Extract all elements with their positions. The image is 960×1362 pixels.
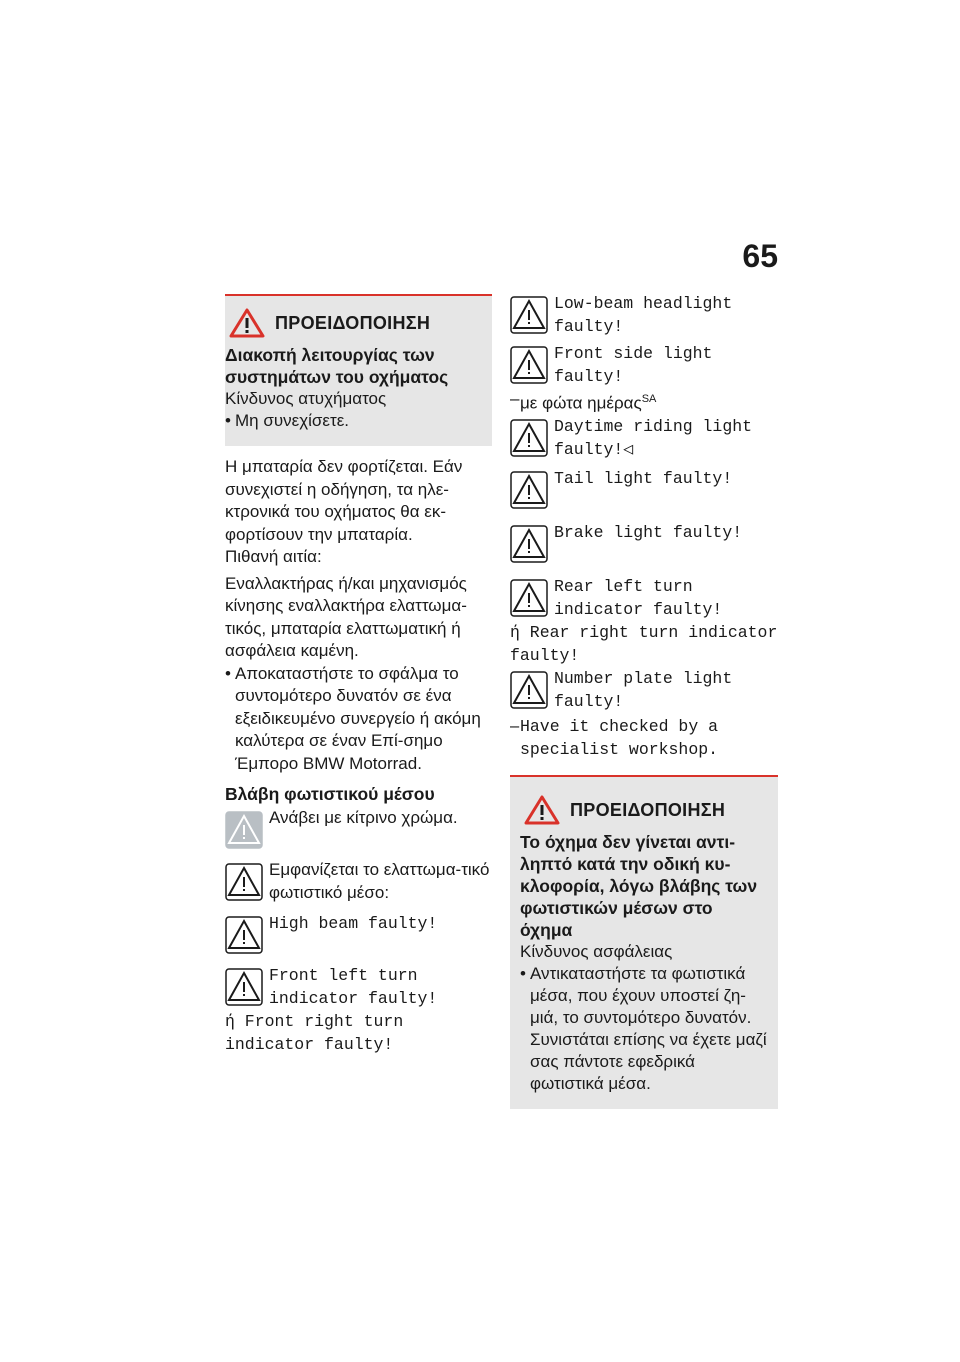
warning-display-icon — [510, 346, 548, 384]
msg-front-left: Front left turn indicator faulty! — [225, 964, 492, 1010]
warning-bold-text: Διακοπή λειτουργίας των συστημάτων του οχήματος — [225, 345, 449, 387]
warning-box-battery — [225, 294, 492, 446]
warning-triangle-icon — [524, 795, 560, 825]
sa-mark: SA — [641, 393, 657, 405]
warning-action: • Μη συνεχίσετε. — [225, 411, 349, 430]
msg-front-side: Front side light faulty! — [510, 342, 778, 388]
msg-tail: Tail light faulty! — [510, 467, 778, 509]
warning-display-icon — [225, 863, 263, 901]
page-number: 65 — [742, 238, 778, 274]
battery-paragraph: Η μπαταρία δεν φορτίζεται. Εάν συνεχιστεί η οδήγηση, τα ηλε-κτρονικά του οχήματος θα εκ-φορτίσουν την μπαταρία. — [225, 457, 463, 544]
cause-text: Εναλλακτήρας ή/και μηχανισμός κίνησης εναλλακτήρα ελαττωμα-τικός, μπαταρία ελαττωματική ή ασφάλεια καμένη. — [225, 573, 467, 660]
warning-risk: Κίνδυνος ατυχήματος — [225, 389, 387, 408]
msg-high-beam: High beam faulty! — [225, 912, 492, 954]
msg-rear-right: ή Rear right turn indicator faulty! — [510, 623, 778, 666]
warning-display-icon — [510, 419, 548, 457]
msg-brake: Brake light faulty! — [510, 521, 778, 563]
warning-display-icon — [510, 296, 548, 334]
warning-box-lights — [510, 775, 778, 1109]
right-column — [510, 292, 778, 1109]
warning-display-icon — [225, 968, 263, 1006]
warning-bold-text: Το όχημα δεν γίνεται αντι-ληπτό κατά την οδική κυ-κλοφορία, λόγω βλάβης των φωτιστικών μέσων στο όχημα — [520, 832, 758, 941]
have-checked-text: – Have it checked by a specialist workshop. — [510, 717, 719, 760]
msg-front-right: ή Front right turn indicator faulty! — [225, 1012, 404, 1054]
display-indicator-row: Εμφανίζεται το ελαττωμα-τικό φωτιστικό μέσο: — [225, 859, 492, 904]
lamp-failure-heading: Βλάβη φωτιστικού μέσου — [225, 784, 435, 804]
left-column — [225, 294, 492, 1056]
warning-display-icon — [510, 471, 548, 509]
drl-condition: – με φώτα ημέρας$^{SA}$ — [510, 389, 657, 413]
warning-risk: Κίνδυνος ασφάλειας — [520, 942, 673, 962]
cause-label: Πιθανή αιτία: — [225, 547, 322, 566]
warning-display-icon — [225, 916, 263, 954]
warning-display-icon — [510, 525, 548, 563]
warning-triangle-icon — [229, 308, 265, 338]
warning-display-icon — [510, 671, 548, 709]
msg-plate: Number plate light faulty! — [510, 667, 778, 713]
yellow-indicator-row: Ανάβει με κίτρινο χρώμα. — [225, 807, 492, 849]
warning-action: • Αντικαταστήστε τα φωτιστικά μέσα, που έχουν υποστεί ζη-μιά, το συντομότερο δυνατόν. Συνιστάται επίσης να έχετε μαζί σας πάντοτε εφεδρικά φωτιστικά μέσα. — [520, 964, 767, 1094]
msg-drl: Daytime riding light faulty!◁ — [510, 415, 778, 461]
warning-title: ΠΡΟΕΙΔΟΠΟΙΗΣΗ — [570, 799, 726, 820]
repair-bullet: • Αποκαταστήστε το σφάλμα το συντομότερο δυνατόν σε ένα εξειδικευμένο συνεργείο ή ακόμη καλύτερα σε έναν Επί-σημο Έμπορο BMW Motorrad. — [225, 663, 481, 773]
warning-display-icon — [510, 579, 548, 617]
warning-yellow-icon — [225, 811, 263, 849]
warning-title: ΠΡΟΕΙΔΟΠΟΙΗΣΗ — [275, 312, 431, 333]
msg-rear-left: Rear left turn indicator faulty! — [510, 575, 778, 621]
msg-low-beam: Low-beam headlight faulty! — [510, 292, 778, 338]
